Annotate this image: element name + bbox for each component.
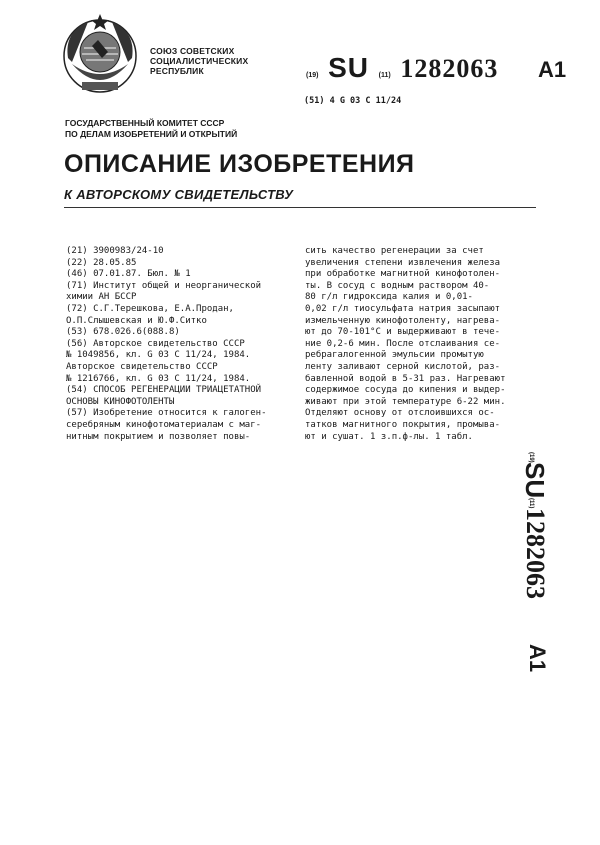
text-line: содержимое сосуда до кипения и выдер- [305,385,506,396]
text-line: татков магнитного покрытия, промыва- [305,419,501,430]
abstract-column [305,246,535,443]
text-line: ние 0,2-6 мин. После отслаивания се- [305,338,501,349]
text-line: (53) 678.026.6(088.8) [66,327,180,338]
ipc-classification: (51) 4 G 03 C 11/24 [304,96,402,106]
text-line: живают при этой температуре 6-22 мин. [305,396,506,407]
text-line: ленту заливают серной кислотой, раз- [305,361,501,372]
text-line: О.П.Слышевская и Ю.Ф.Ситко [66,315,207,326]
inid-code-11: (11) [378,72,391,79]
vertical-publication-number [520,452,562,682]
text-line: (21) 3900983/24-10 [66,246,164,256]
text-line: (22) 28.05.85 [66,257,137,268]
text-line: ребрагалогенной эмульсии промытую [305,350,484,361]
text-line: химии АН БССР [66,292,137,303]
text-line: бавленной водой в 5-31 раз. Нагревают [305,373,506,384]
text-line: ют и сушат. 1 з.п.ф-лы. 1 табл. [305,431,473,442]
text-line: нитным покрытием и позволяет повы- [66,431,251,442]
text-line: (57) Изобретение относится к галоген- [66,408,267,419]
text-line: увеличения степени извлечения железа [305,257,501,268]
publication-number [306,52,566,84]
text-line: 0,02 г/л тиосульфата натрия засыпают [305,303,501,314]
text-line: № 1216766, кл. G 03 C 11/24, 1984. [66,373,251,384]
text-line: (46) 07.01.87. Бюл. № 1 [66,269,191,280]
patent-number: 1282063 [400,54,499,83]
ussr-emblem-icon [58,12,142,96]
text-line: измельченную кинофотоленту, нагрева- [305,315,501,326]
header-divider [64,207,536,208]
country-code: SU [328,52,369,83]
country-line: СОЦИАЛИСТИЧЕСКИХ [150,56,249,66]
text-line: (71) Институт общей и неорганической [66,280,262,291]
country-name [150,46,290,76]
document-title: ОПИСАНИЕ ИЗОБРЕТЕНИЯ [64,150,415,178]
inid-code-19: (19) [528,452,534,463]
text-line: сить качество регенерации за счет [305,246,484,256]
text-line: (72) С.Г.Терешкова, Е.А.Продан, [66,303,234,314]
text-line: ют до 70-101°С и выдерживают в тече- [305,327,501,338]
inid-code-19: (19) [306,72,319,79]
text-line: № 1049856, кл. G 03 C 11/24, 1984. [66,350,251,361]
text-line: ОСНОВЫ КИНОФОТОЛЕНТЫ [66,396,175,407]
document-kind: A1 [537,57,567,82]
text-line: Отделяют основу от отслоившихся ос- [305,408,495,419]
committee-line: ГОСУДАРСТВЕННЫЙ КОМИТЕТ СССР [65,118,225,128]
text-line: 80 г/л гидроксида калия и 0,01- [305,292,473,303]
country-line: РЕСПУБЛИК [150,66,204,76]
bibliographic-column [66,246,298,443]
committee-line: ПО ДЕЛАМ ИЗОБРЕТЕНИЙ И ОТКРЫТИЙ [65,129,238,139]
text-line: (54) СПОСОБ РЕГЕНЕРАЦИИ ТРИАЦЕТАТНОЙ [66,385,262,396]
text-line: при обработке магнитной кинофотолен- [305,269,501,280]
document-kind: A1 [525,644,550,673]
country-line: СОЮЗ СОВЕТСКИХ [150,46,235,56]
country-code: SU [520,462,550,499]
committee-name [65,118,325,140]
text-line: Авторское свидетельство СССР [66,361,218,372]
inid-code-11: (11) [528,498,534,509]
text-line: ты. В сосуд с водным раствором 40- [305,280,490,291]
patent-number: 1282063 [521,508,550,599]
text-line: (56) Авторское свидетельство СССР [66,338,245,349]
text-line: серебряным кинофотоматериалам с маг- [66,419,262,430]
document-subtitle: К АВТОРСКОМУ СВИДЕТЕЛЬСТВУ [64,187,294,202]
